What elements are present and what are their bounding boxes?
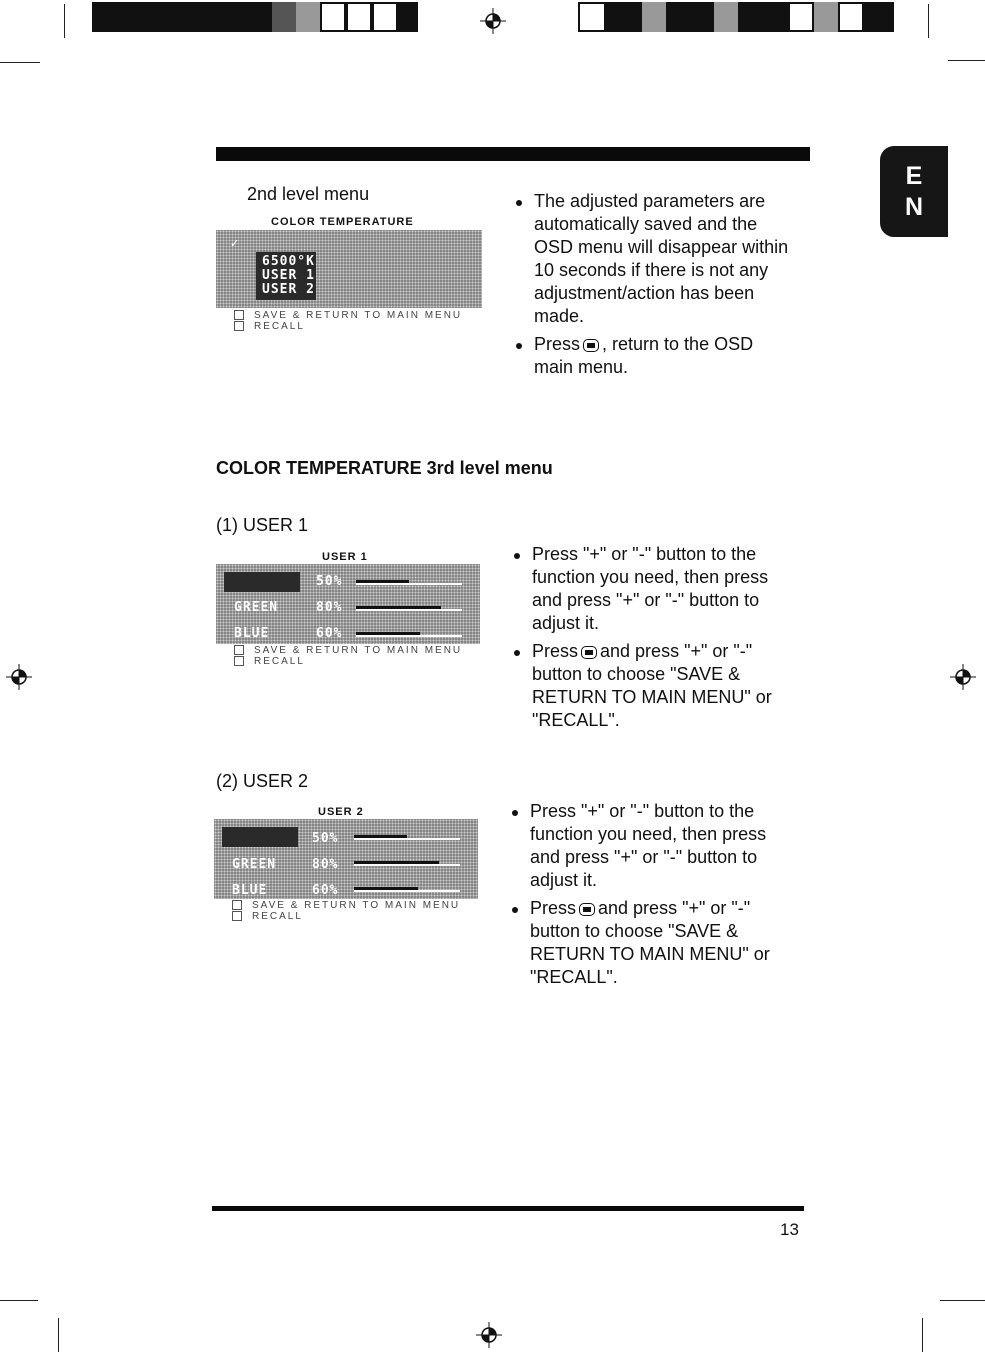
save-icon xyxy=(234,645,244,655)
instruction-list xyxy=(514,190,796,384)
registration-mark-icon xyxy=(480,8,506,34)
registration-mark-icon xyxy=(950,664,976,690)
osd-row-label: RED xyxy=(230,574,257,589)
instruction-text: , return to the OSD main menu. xyxy=(534,334,754,377)
level-slider[interactable] xyxy=(356,604,462,616)
crop-mark xyxy=(948,60,985,61)
instruction-text: and press "+" or "-" button to choose "SAVE & RETURN TO MAIN MENU" or "RECALL". xyxy=(532,641,772,730)
instruction-bullet xyxy=(514,333,796,379)
section-heading: COLOR TEMPERATURE 3rd level menu xyxy=(216,458,553,478)
subsection-caption: (1) USER 1 xyxy=(216,515,309,535)
osd-row-value: 80% xyxy=(312,857,339,872)
osd-footer-item: SAVE & RETURN TO MAIN MENU xyxy=(252,900,461,911)
instruction-bullet xyxy=(512,640,796,732)
osd-row-label: BLUE xyxy=(234,626,270,641)
osd-footer-item: RECALL xyxy=(254,656,305,667)
osd-title: USER 2 xyxy=(318,806,364,818)
osd-menu-item: USER 1 xyxy=(262,268,315,283)
save-icon xyxy=(232,900,242,910)
crop-mark xyxy=(0,1300,38,1301)
instruction-text: Press xyxy=(534,334,581,354)
language-tab xyxy=(880,146,948,237)
crop-mark xyxy=(922,1318,923,1352)
crop-mark xyxy=(64,4,65,38)
osd-footer xyxy=(234,310,462,332)
instruction-text: and press "+" or "-" button to choose "SAVE & RETURN TO MAIN MENU" or "RECALL". xyxy=(530,898,770,987)
osd-menu-item: USER 2 xyxy=(262,282,315,297)
osd-footer-item: RECALL xyxy=(254,321,305,332)
instruction-bullet: The adjusted parameters are automatically saved and the OSD menu will disappear within 10 seconds if there is not any adjustment/action has been made. xyxy=(514,190,796,328)
osd-row-value: 60% xyxy=(316,626,343,641)
level-slider[interactable] xyxy=(354,859,460,871)
language-tab-line: N xyxy=(904,192,924,221)
osd-row-value: 60% xyxy=(312,883,339,898)
instruction-text: Press xyxy=(530,898,577,918)
recall-icon xyxy=(232,911,242,921)
crop-mark xyxy=(928,4,929,38)
recall-icon xyxy=(234,656,244,666)
osd-row-label: BLUE xyxy=(232,883,268,898)
registration-mark-icon xyxy=(6,664,32,690)
osd-title: USER 1 xyxy=(322,551,368,563)
osd-row-value: 80% xyxy=(316,600,343,615)
osd-menu-item: 6500°K xyxy=(262,254,315,269)
save-icon xyxy=(234,310,244,320)
menu-button-icon xyxy=(583,339,599,352)
osd-footer-item: RECALL xyxy=(252,911,303,922)
color-control-strip xyxy=(578,2,894,32)
osd-screen xyxy=(216,564,480,644)
instruction-bullet xyxy=(510,897,796,989)
osd-screen xyxy=(216,230,482,308)
osd-row-label: RED xyxy=(228,829,255,844)
check-icon: ✓ xyxy=(230,238,240,250)
level-slider[interactable] xyxy=(356,578,462,590)
language-tab-line: E xyxy=(905,161,923,190)
menu-button-icon xyxy=(581,646,597,659)
menu-button-icon xyxy=(579,903,595,916)
instruction-text: Press xyxy=(532,641,579,661)
crop-mark xyxy=(0,62,40,63)
instruction-list xyxy=(510,800,796,994)
subsection-caption: (2) USER 2 xyxy=(216,771,309,791)
footer-rule xyxy=(212,1206,804,1211)
osd-footer-item: SAVE & RETURN TO MAIN MENU xyxy=(254,645,463,656)
level-slider[interactable] xyxy=(356,630,462,642)
osd-row-label: GREEN xyxy=(232,857,277,872)
instruction-bullet: Press "+" or "-" button to the function you need, then press and press "+" or "-" button to adjust it. xyxy=(512,543,796,635)
osd-row-value: 50% xyxy=(312,831,339,846)
section-caption: 2nd level menu xyxy=(247,184,370,204)
level-slider[interactable] xyxy=(354,833,460,845)
color-control-strip xyxy=(92,2,418,32)
header-rule xyxy=(216,147,810,161)
registration-mark-icon xyxy=(476,1322,502,1348)
recall-icon xyxy=(234,321,244,331)
osd-footer-item: SAVE & RETURN TO MAIN MENU xyxy=(254,310,463,321)
level-slider[interactable] xyxy=(354,885,460,897)
osd-title: COLOR TEMPERATURE xyxy=(271,216,414,228)
osd-footer xyxy=(232,900,460,922)
osd-row-label: GREEN xyxy=(234,600,279,615)
crop-mark xyxy=(58,1318,59,1352)
instruction-list xyxy=(512,543,796,737)
osd-footer xyxy=(234,645,462,667)
page-number: 13 xyxy=(780,1220,799,1239)
osd-row-value: 50% xyxy=(316,574,343,589)
instruction-bullet: Press "+" or "-" button to the function you need, then press and press "+" or "-" button to adjust it. xyxy=(510,800,796,892)
crop-mark xyxy=(940,1300,985,1301)
osd-screen xyxy=(214,819,478,899)
